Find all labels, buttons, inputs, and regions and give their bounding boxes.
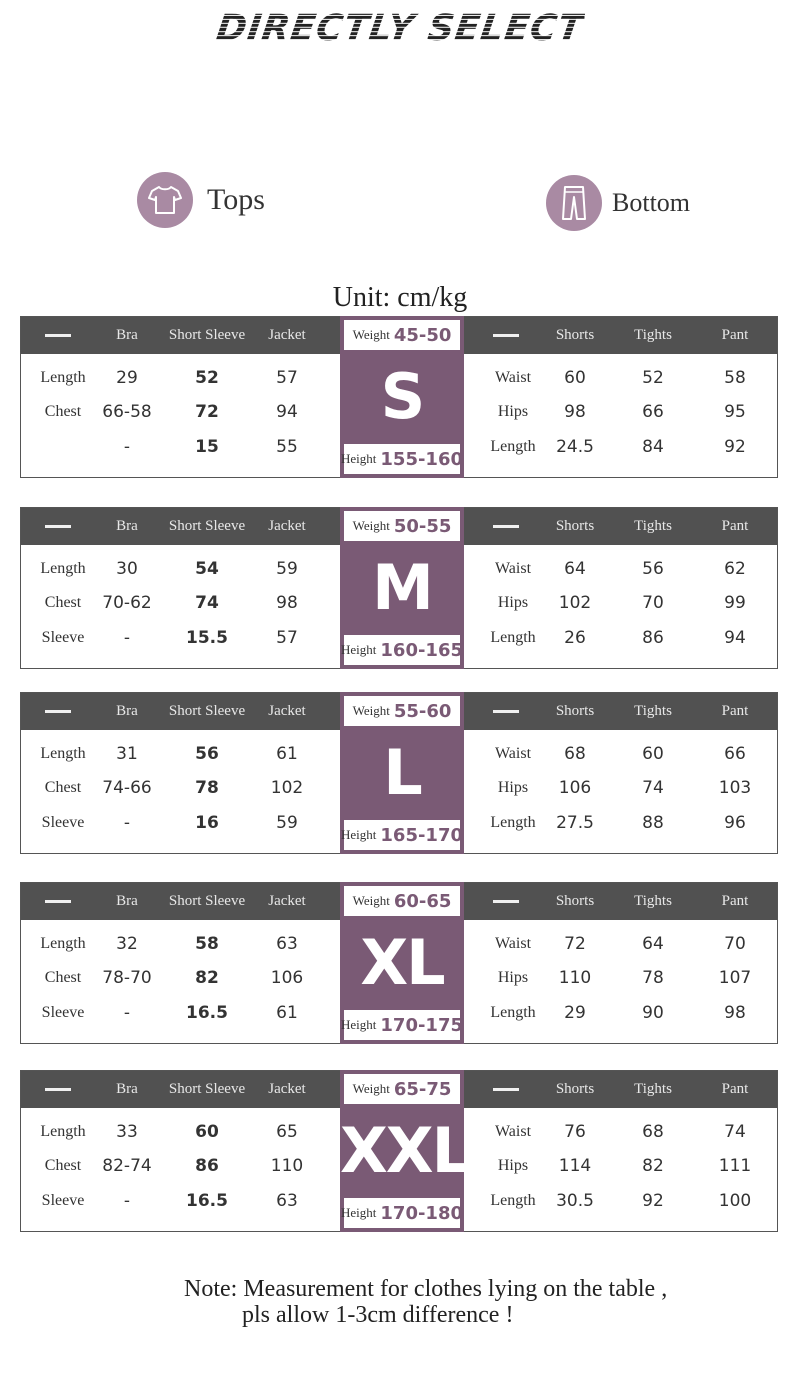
size-panel: [340, 1070, 470, 1232]
weight-box: [344, 320, 460, 350]
column-header: Short Sleeve: [168, 703, 246, 719]
table-cell: 86: [195, 1156, 219, 1176]
height-box: [341, 1198, 464, 1228]
table-cell: 74: [724, 1122, 746, 1142]
header-dash: [45, 1088, 71, 1091]
column-header: Shorts: [555, 1081, 595, 1097]
table-cell: 15: [195, 437, 219, 457]
row-label: Sleeve: [41, 629, 85, 646]
header-dash: [493, 900, 519, 903]
table-cell: 78: [195, 778, 219, 798]
weight-box: [344, 511, 460, 541]
table-cell: 59: [276, 559, 298, 579]
table-cell: 82: [642, 1156, 664, 1176]
table-cell: 63: [276, 1191, 298, 1211]
table-cell: 102: [270, 778, 304, 798]
row-label: Length: [490, 629, 536, 646]
table-cell: 55: [276, 437, 298, 457]
note: [184, 1276, 667, 1328]
weight-value: 45-50: [393, 324, 452, 346]
table-cell: 29: [116, 368, 138, 388]
size-block-s: [20, 316, 778, 478]
height-label: Height: [341, 642, 377, 657]
table-cell: 84: [642, 437, 664, 457]
weight-label: Weight: [352, 327, 390, 342]
size-panel: [340, 316, 464, 478]
table-cell: 70-62: [102, 593, 152, 613]
row-label: Sleeve: [41, 1004, 85, 1021]
row-label: Chest: [44, 969, 82, 986]
table-cell: 60: [195, 1122, 219, 1142]
table-cell: 70: [642, 593, 664, 613]
column-header: Pant: [721, 1081, 749, 1097]
weight-box: [344, 1074, 460, 1104]
height-box: [341, 1010, 464, 1040]
size-block-m: [20, 507, 778, 669]
height-box: [341, 444, 464, 474]
column-header: Pant: [721, 327, 749, 343]
height-box: [341, 820, 464, 850]
column-header: Tights: [634, 518, 672, 534]
table-cell: 98: [276, 593, 298, 613]
column-header: Tights: [634, 327, 672, 343]
table-cell: 102: [558, 593, 592, 613]
column-header: Shorts: [555, 327, 595, 343]
row-label: Length: [40, 369, 86, 386]
height-label: Height: [341, 827, 377, 842]
table-cell: 98: [564, 402, 586, 422]
table-cell: 82-74: [102, 1156, 152, 1176]
height-label: Height: [341, 451, 377, 466]
table-cell: 74: [195, 593, 219, 613]
weight-value: 50-55: [393, 515, 452, 537]
row-label: Hips: [497, 1157, 529, 1174]
height-value: 170-175: [380, 1014, 464, 1036]
table-cell: 106: [270, 968, 304, 988]
table-cell: -: [123, 628, 131, 648]
table-cell: 52: [195, 368, 219, 388]
unit-label: Unit: cm/kg: [332, 282, 468, 313]
height-box: [341, 635, 464, 665]
header-dash: [493, 334, 519, 337]
row-label: Hips: [497, 403, 529, 420]
table-cell: 68: [564, 744, 586, 764]
height-value: 170-180: [380, 1202, 464, 1224]
table-cell: 30.5: [556, 1191, 594, 1211]
row-label: Length: [490, 1004, 536, 1021]
column-header: Short Sleeve: [168, 893, 246, 909]
column-header: Tights: [634, 893, 672, 909]
table-cell: 15.5: [186, 628, 228, 648]
table-cell: 66: [642, 402, 664, 422]
table-cell: 16.5: [186, 1003, 228, 1023]
weight-label: Weight: [352, 893, 390, 908]
table-cell: 26: [564, 628, 586, 648]
weight-value: 60-65: [393, 890, 452, 912]
header-dash: [493, 710, 519, 713]
column-header: Pant: [721, 893, 749, 909]
table-cell: 57: [276, 368, 298, 388]
height-label: Height: [341, 1017, 377, 1032]
table-cell: 54: [195, 559, 219, 579]
column-header: Pant: [721, 703, 749, 719]
row-label: Length: [490, 1192, 536, 1209]
header-dash: [493, 1088, 519, 1091]
column-header: Tights: [634, 1081, 672, 1097]
row-label: Chest: [44, 1157, 82, 1174]
row-label: Hips: [497, 969, 529, 986]
column-header: Bra: [116, 518, 138, 534]
row-label: Hips: [497, 779, 529, 796]
page-title: DIRECTLY SELECT: [213, 8, 587, 49]
table-cell: 74: [642, 778, 664, 798]
table-cell: 92: [724, 437, 746, 457]
row-label: Length: [40, 560, 86, 577]
table-cell: 16: [195, 813, 219, 833]
table-cell: 31: [116, 744, 138, 764]
height-value: 160-165: [380, 639, 464, 661]
size-letter: S: [380, 360, 424, 433]
table-cell: 60: [642, 744, 664, 764]
table-cell: 110: [558, 968, 592, 988]
row-label: Sleeve: [41, 1192, 85, 1209]
table-cell: 62: [724, 559, 746, 579]
table-cell: 64: [642, 934, 664, 954]
table-cell: 92: [642, 1191, 664, 1211]
table-cell: 29: [564, 1003, 586, 1023]
table-cell: 74-66: [102, 778, 152, 798]
column-header: Jacket: [268, 893, 306, 909]
row-label: Hips: [497, 594, 529, 611]
size-block-l: [20, 692, 778, 854]
table-cell: -: [123, 813, 131, 833]
table-cell: 58: [195, 934, 219, 954]
column-header: Jacket: [268, 1081, 306, 1097]
table-cell: 61: [276, 1003, 298, 1023]
table-cell: 16.5: [186, 1191, 228, 1211]
row-label: Length: [40, 745, 86, 762]
height-label: Height: [341, 1205, 377, 1220]
weight-label: Weight: [352, 518, 390, 533]
header-dash: [493, 525, 519, 528]
size-panel: [340, 507, 464, 669]
table-cell: 76: [564, 1122, 586, 1142]
table-cell: 114: [558, 1156, 592, 1176]
column-header: Bra: [116, 893, 138, 909]
row-label: Waist: [494, 1123, 532, 1140]
column-header: Shorts: [555, 518, 595, 534]
table-cell: 63: [276, 934, 298, 954]
table-cell: 56: [195, 744, 219, 764]
table-cell: 107: [718, 968, 752, 988]
table-cell: 96: [724, 813, 746, 833]
row-label: Chest: [44, 403, 82, 420]
note-line-2: pls allow 1-3cm difference !: [242, 1302, 514, 1328]
row-label: Waist: [494, 745, 532, 762]
weight-value: 65-75: [393, 1078, 452, 1100]
table-cell: 27.5: [556, 813, 594, 833]
column-header: Short Sleeve: [168, 1081, 246, 1097]
column-header: Bra: [116, 1081, 138, 1097]
tshirt-icon: [137, 172, 193, 228]
table-cell: 61: [276, 744, 298, 764]
height-value: 155-160: [380, 448, 464, 470]
column-header: Jacket: [268, 518, 306, 534]
column-header: Tights: [634, 703, 672, 719]
row-label: Waist: [494, 935, 532, 952]
table-cell: 30: [116, 559, 138, 579]
table-cell: 32: [116, 934, 138, 954]
height-value: 165-170: [380, 824, 464, 846]
table-cell: 72: [564, 934, 586, 954]
weight-label: Weight: [352, 703, 390, 718]
header-dash: [45, 525, 71, 528]
weight-value: 55-60: [393, 700, 452, 722]
table-cell: 70: [724, 934, 746, 954]
row-label: Sleeve: [41, 814, 85, 831]
table-cell: 106: [558, 778, 592, 798]
column-header: Pant: [721, 518, 749, 534]
table-cell: 98: [724, 1003, 746, 1023]
category-label-bottom: Bottom: [612, 188, 691, 217]
note-line-1: Note: Measurement for clothes lying on the table ,: [184, 1276, 668, 1302]
table-cell: 111: [718, 1156, 752, 1176]
column-header: Bra: [116, 327, 138, 343]
table-cell: 78-70: [102, 968, 152, 988]
table-cell: -: [123, 437, 131, 457]
category-tops: [137, 172, 265, 228]
row-label: Waist: [494, 560, 532, 577]
column-header: Shorts: [555, 703, 595, 719]
size-panel: [340, 692, 464, 854]
row-label: Chest: [44, 779, 82, 796]
table-cell: 100: [718, 1191, 752, 1211]
table-cell: 86: [642, 628, 664, 648]
row-label: Length: [40, 935, 86, 952]
column-header: Jacket: [268, 703, 306, 719]
row-label: Length: [490, 438, 536, 455]
table-cell: 103: [718, 778, 752, 798]
table-cell: 59: [276, 813, 298, 833]
size-letter: XXL: [340, 1114, 470, 1187]
size-block-xxl: [20, 1070, 778, 1232]
table-cell: 33: [116, 1122, 138, 1142]
table-cell: 66-58: [102, 402, 152, 422]
weight-box: [344, 696, 460, 726]
table-cell: 58: [724, 368, 746, 388]
table-cell: 66: [724, 744, 746, 764]
category-label-tops: Tops: [207, 183, 265, 216]
table-cell: 99: [724, 593, 746, 613]
table-cell: 24.5: [556, 437, 594, 457]
table-cell: -: [123, 1003, 131, 1023]
column-header: Bra: [116, 703, 138, 719]
size-panel: [340, 882, 464, 1044]
pants-icon: [546, 175, 602, 231]
table-cell: 72: [195, 402, 219, 422]
table-cell: 64: [564, 559, 586, 579]
table-cell: 110: [270, 1156, 304, 1176]
table-cell: 94: [724, 628, 746, 648]
column-header: Short Sleeve: [168, 327, 246, 343]
table-cell: 68: [642, 1122, 664, 1142]
column-header: Shorts: [555, 893, 595, 909]
table-cell: 82: [195, 968, 219, 988]
table-cell: 65: [276, 1122, 298, 1142]
table-cell: 56: [642, 559, 664, 579]
header-dash: [45, 710, 71, 713]
size-letter: M: [372, 551, 432, 624]
table-cell: 52: [642, 368, 664, 388]
size-letter: L: [383, 736, 421, 809]
table-cell: 78: [642, 968, 664, 988]
column-header: Jacket: [268, 327, 306, 343]
header-dash: [45, 900, 71, 903]
row-label: Length: [40, 1123, 86, 1140]
table-cell: 57: [276, 628, 298, 648]
category-bottom: [546, 175, 690, 231]
weight-label: Weight: [352, 1081, 390, 1096]
table-cell: 95: [724, 402, 746, 422]
table-cell: 60: [564, 368, 586, 388]
table-cell: -: [123, 1191, 131, 1211]
weight-box: [344, 886, 460, 916]
table-cell: 94: [276, 402, 298, 422]
size-block-xl: [20, 882, 778, 1044]
size-letter: XL: [360, 926, 444, 999]
header-dash: [45, 334, 71, 337]
row-label: Waist: [494, 369, 532, 386]
table-cell: 90: [642, 1003, 664, 1023]
row-label: Length: [490, 814, 536, 831]
column-header: Short Sleeve: [168, 518, 246, 534]
row-label: Chest: [44, 594, 82, 611]
table-cell: 88: [642, 813, 664, 833]
